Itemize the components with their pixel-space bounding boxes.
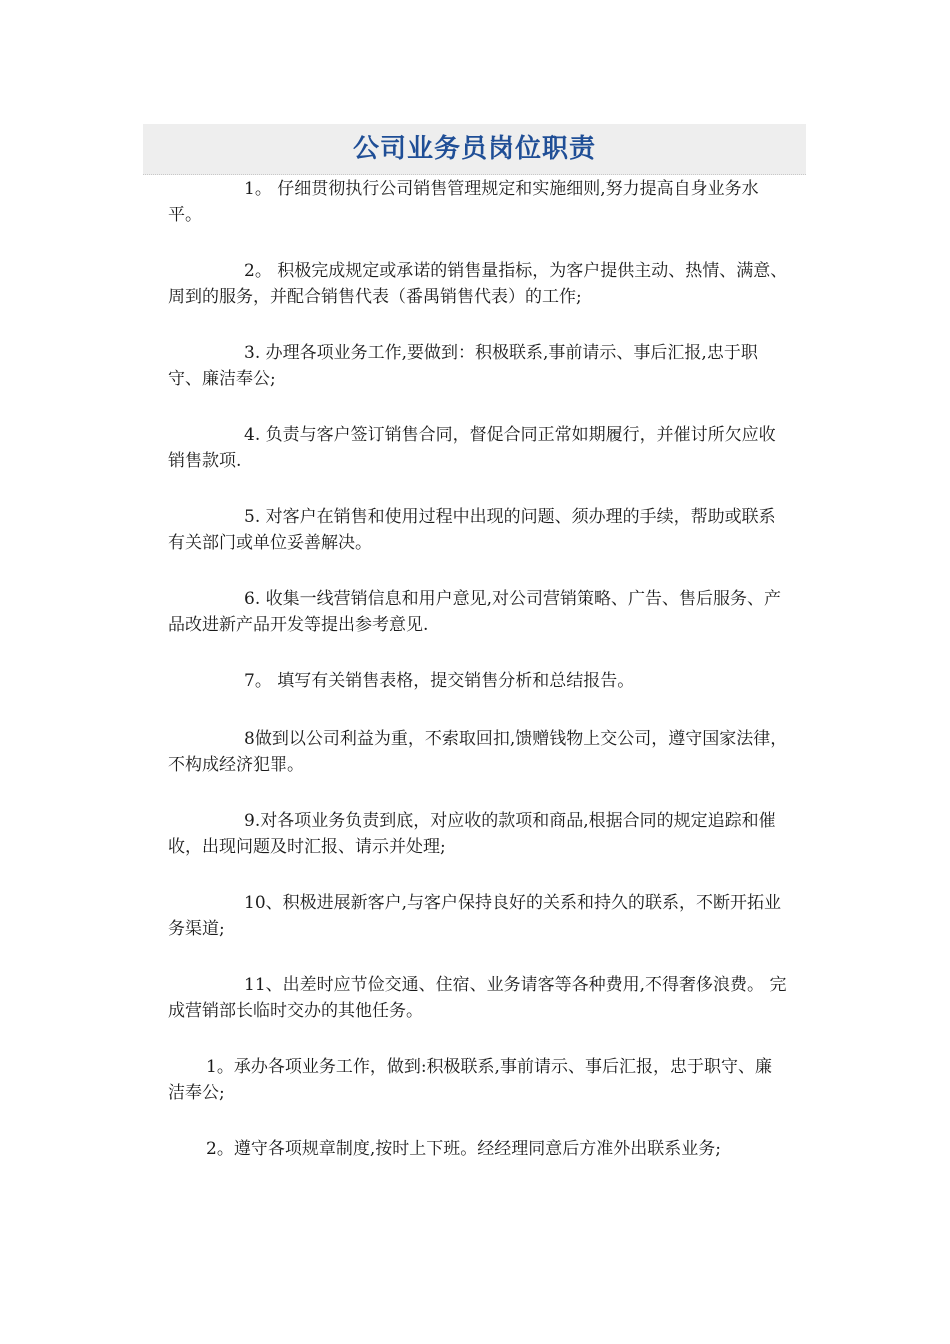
paragraph-13: 2。遵守各项规章制度,按时上下班。经经理同意后方准外出联系业务; — [206, 1139, 721, 1159]
document-title: 公司业务员岗位职责 — [352, 134, 596, 164]
paragraph-8: 8做到以公司利益为重，不索取回扣,馈赠钱物上交公司，遵守国家法律，不构成经济犯罪。 — [168, 729, 788, 775]
paragraph-9: 9.对各项业务负责到底，对应收的款项和商品,根据合同的规定追踪和催收，出现问题及时汇报、请示并处理; — [168, 811, 776, 857]
title-bar — [143, 124, 806, 175]
paragraph-2: 2。 积极完成规定或承诺的销售量指标，为客户提供主动、热情、满意、周到的服务，并配合销售代表（番禺销售代表）的工作; — [168, 261, 788, 307]
paragraph-7: 7。 填写有关销售表格，提交销售分析和总结报告。 — [244, 671, 635, 691]
paragraph-5: 5. 对客户在销售和使用过程中出现的问题、须办理的手续，帮助或联系有关部门或单位妥善解决。 — [168, 507, 776, 553]
paragraph-6: 6. 收集一线营销信息和用户意见,对公司营销策略、广告、售后服务、产品改进新产品开发等提出参考意见. — [168, 589, 782, 635]
paragraph-1: 1。 仔细贯彻执行公司销售管理规定和实施细则,努力提高自身业务水平。 — [168, 179, 759, 225]
paragraph-4: 4. 负责与客户签订销售合同，督促合同正常如期履行，并催讨所欠应收销售款项. — [168, 425, 776, 471]
paragraph-12: 1。承办各项业务工作，做到:积极联系,事前请示、事后汇报，忠于职守、廉洁奉公; — [168, 1057, 772, 1103]
paragraph-3: 3. 办理各项业务工作,要做到：积极联系,事前请示、事后汇报,忠于职守、廉洁奉公; — [168, 343, 758, 389]
paragraph-10: 10、积极进展新客户,与客户保持良好的关系和持久的联系，不断开拓业务渠道; — [168, 893, 782, 939]
paragraph-11: 11、出差时应节俭交通、住宿、业务请客等各种费用,不得奢侈浪费。 完成营销部长临时交办的其他任务。 — [168, 975, 787, 1021]
